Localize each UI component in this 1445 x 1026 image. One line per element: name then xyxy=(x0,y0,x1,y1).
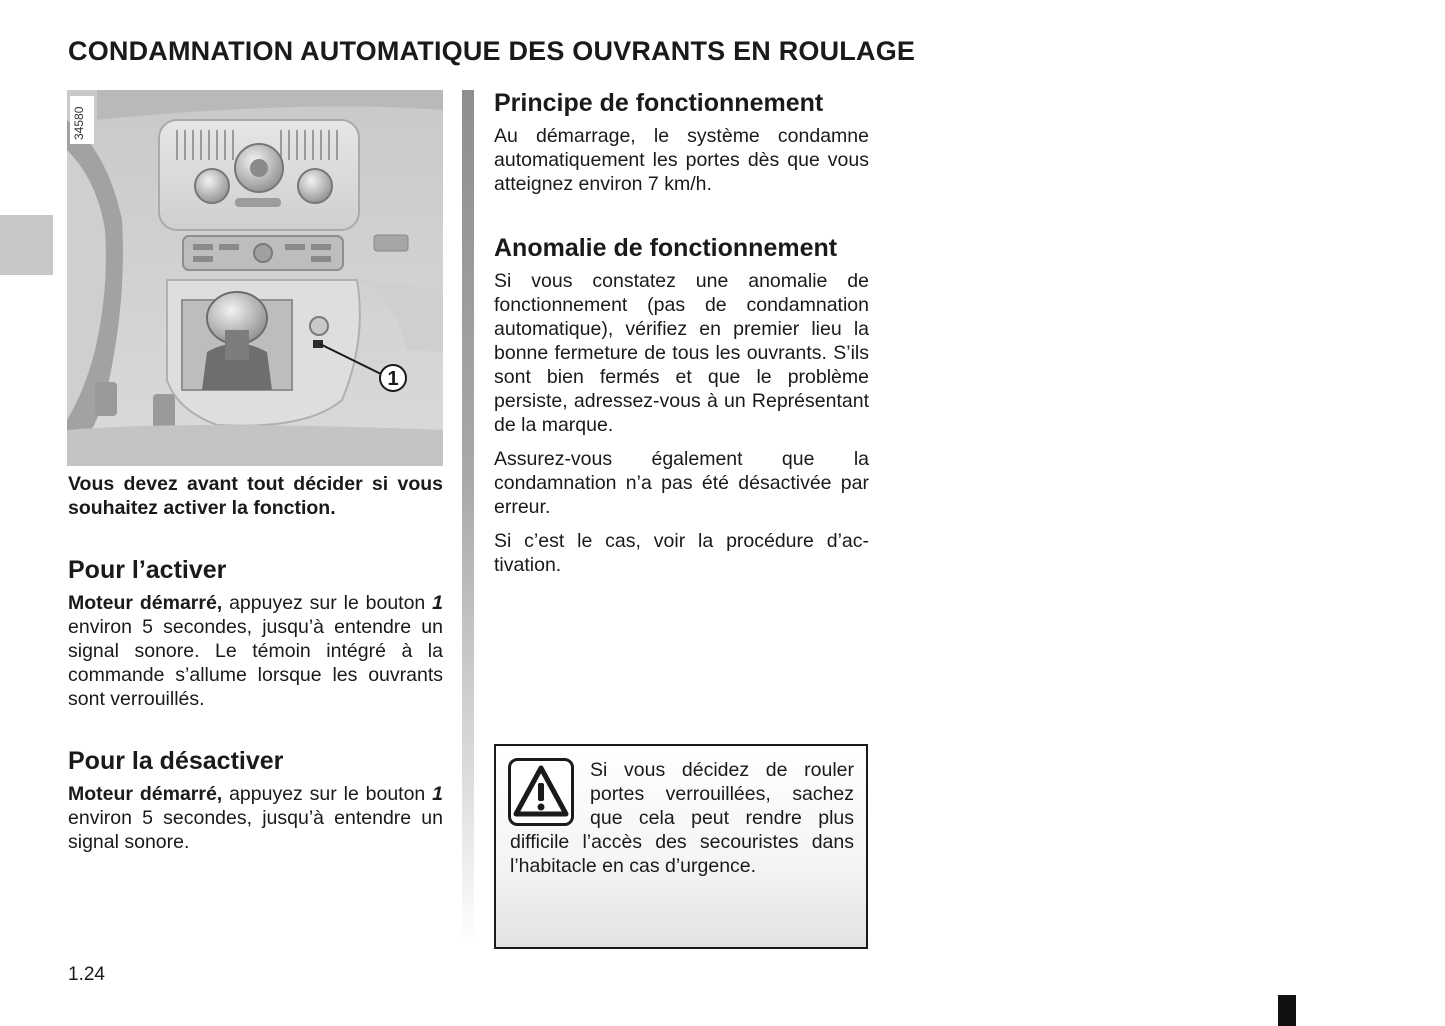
chapter-tab xyxy=(0,215,53,275)
dashboard-photo xyxy=(67,90,443,466)
page-title: CONDAMNATION AUTOMATIQUE DES OUVRANTS EN ROULAGE xyxy=(68,36,916,66)
activate-button-ref: 1 xyxy=(432,592,443,614)
page-number: 1.24 xyxy=(68,964,105,985)
malfunction-paragraph-1: Si vous constatez une anomalie de fonctionnement (pas de condamnation automatique), vérifiez en premier lieu la bonne fermeture de tous les ouvrants. S’ils sont bien fermés et que le problème persiste, adressez-vous à un Représentant de la marque. xyxy=(494,270,869,436)
malfunction-paragraph-3: Si c’est le cas, voir la procédure d’activation. xyxy=(494,530,869,576)
warning-text-block xyxy=(510,758,854,878)
figure-code-text: 34580 xyxy=(72,106,86,140)
deactivate-lead: Moteur démarré, xyxy=(68,783,223,805)
malfunction-heading: Anomalie de fonctionnement xyxy=(494,234,838,262)
callout-label: 1 xyxy=(387,368,399,390)
principle-text: Au démarrage, le système condamne automatiquement les portes dès que vous atteignez environ 7 km/h. xyxy=(494,125,869,195)
column-divider xyxy=(462,90,474,945)
deactivate-text-before: appuyez sur le bouton xyxy=(222,783,433,805)
figure-reference-code xyxy=(70,96,94,144)
deactivate-heading: Pour la désactiver xyxy=(68,747,284,775)
activate-heading: Pour l’activer xyxy=(68,556,227,584)
activate-lead: Moteur démarré, xyxy=(68,592,223,614)
warning-box xyxy=(494,744,868,949)
deactivate-text xyxy=(68,782,443,854)
activate-text-after: environ 5 secondes, jusqu’à entendre un signal sonore. Le témoin intégré à la commande s’allume lorsque les ouvrants sont verrouillés. xyxy=(68,616,443,710)
principle-heading: Principe de fonctionnement xyxy=(494,89,824,117)
activate-text xyxy=(68,591,443,711)
malfunction-paragraph-2: Assurez-vous également que la condamnation n’a pas été désactivée par erreur. xyxy=(494,448,869,518)
deactivate-button-ref: 1 xyxy=(432,783,443,805)
page-edge-marker xyxy=(1278,995,1296,1026)
intro-notice: Vous devez avant tout décider si vous souhaitez activer la fonction. xyxy=(68,473,443,519)
warning-text: Si vous décidez de rouler portes verrouillées, sachez que cela peut rendre plus difficile l’accès des secouristes dans l’habitacle en cas d’urgence. xyxy=(510,759,854,877)
activate-text-before: appuyez sur le bouton xyxy=(222,592,433,614)
left-column xyxy=(68,472,443,854)
right-column xyxy=(494,88,869,577)
deactivate-text-after: environ 5 secondes, jusqu’à entendre un signal sonore. xyxy=(68,807,443,853)
